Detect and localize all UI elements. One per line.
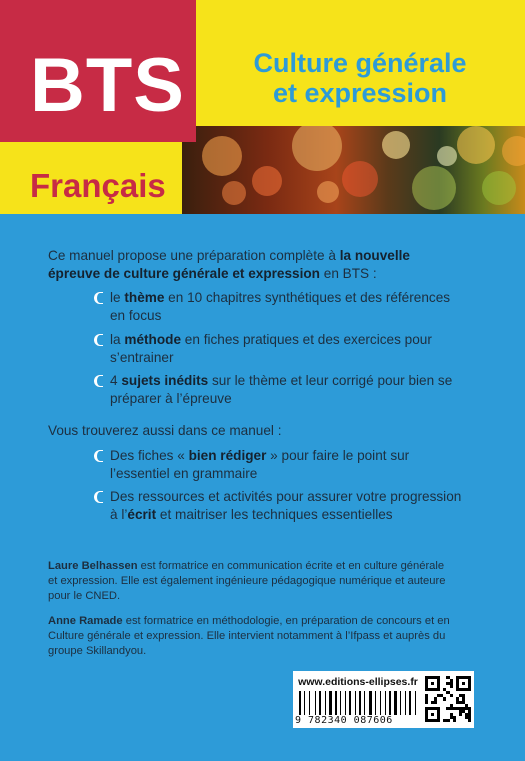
bullet-icon [94, 292, 103, 304]
bokeh-light [502, 136, 525, 166]
bokeh-light [292, 126, 342, 171]
barcode [299, 691, 421, 715]
author-bio: Anne Ramade est formatrice en méthodologie, en préparation de concours et en Culture générale et expression. Elle intervient notamment à l’Ifpass et auprès du groupe Skillandyou. [48, 615, 450, 657]
bokeh-light [252, 166, 282, 196]
intro-bold-2: épreuve de culture générale et expression [48, 266, 320, 281]
publisher-url[interactable]: www.editions-ellipses.fr [298, 676, 418, 688]
bullet-icon [94, 375, 103, 387]
bokeh-light [412, 166, 456, 210]
list-item: 4 sujets inédits sur le thème et leur corrigé pour bien se préparer à l’épreuve [110, 373, 453, 406]
bokeh-light [382, 131, 410, 159]
bullet-icon [94, 334, 103, 346]
bokeh-light [342, 161, 378, 197]
series-block [0, 0, 196, 142]
bullet-icon [94, 450, 103, 462]
list-item: Des fiches « bien rédiger » pour faire le point sur l’essentiel en grammaire [110, 448, 410, 481]
bokeh-light [222, 181, 246, 205]
author-bio: Laure Belhassen est formatrice en communication écrite et en culture générale et expression. Elle est également ingénieure pédagogique numérique et auteure pour le CNED. [48, 560, 446, 602]
bokeh-image [182, 126, 525, 214]
series-label: BTS [30, 43, 185, 128]
subject-label: Français [30, 167, 166, 204]
intro-paragraph [48, 247, 488, 283]
isbn-number: 9 782340 087606 [295, 715, 393, 726]
bokeh-light [457, 126, 495, 164]
bokeh-light [317, 181, 339, 203]
also-heading: Vous trouverez aussi dans ce manuel : [48, 423, 282, 438]
bokeh-light [202, 136, 242, 176]
list-item: la méthode en fiches pratiques et des exercices pour s’entrainer [110, 332, 432, 365]
title-line-1: Culture générale [253, 48, 467, 78]
intro-text: Ce manuel propose une préparation complète à [48, 248, 340, 263]
barcode-panel [293, 671, 474, 728]
title-line-2: et expression [272, 78, 448, 108]
list-item: Des ressources et activités pour assurer votre progression à l’écrit et maitriser les techniques essentielles [110, 489, 462, 522]
intro-bold: la nouvelle [339, 248, 410, 263]
cover-header [0, 0, 525, 214]
qr-code [425, 676, 471, 722]
bullet-icon [94, 491, 103, 503]
list-item: le thème en 10 chapitres synthétiques et des références en focus [110, 290, 451, 323]
bokeh-light [482, 171, 516, 205]
book-title [210, 48, 510, 108]
bokeh-light [437, 146, 457, 166]
intro-text-2: en BTS : [320, 266, 377, 281]
